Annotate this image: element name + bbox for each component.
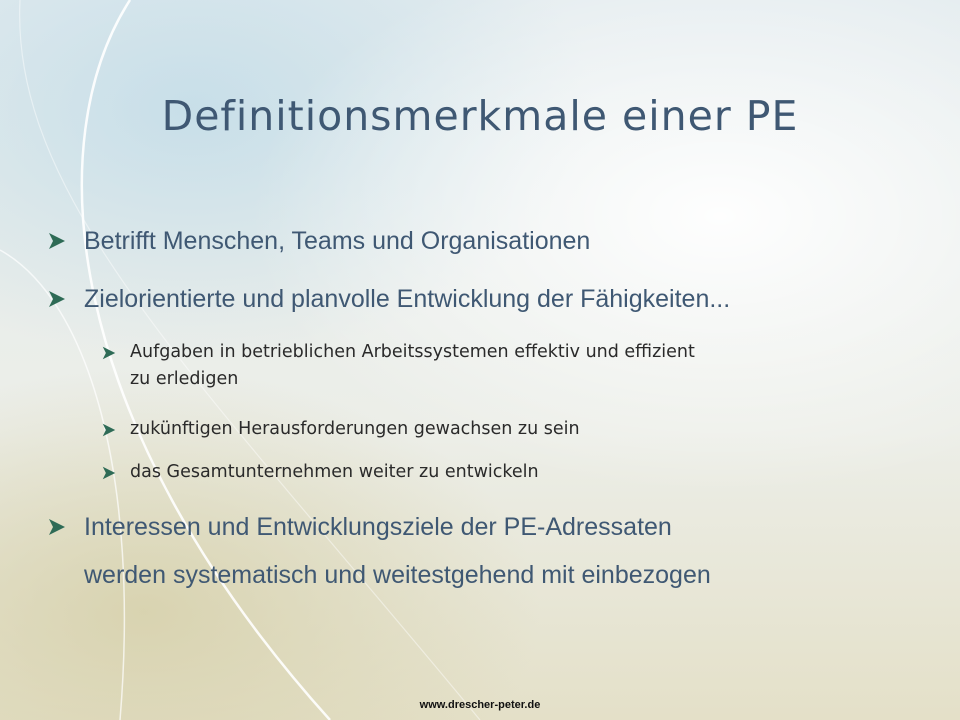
bullet-item <box>48 280 730 318</box>
arrow-bullet-icon <box>48 508 84 536</box>
bullet-line: Interessen und Entwicklungsziele der PE-Adressaten <box>84 513 672 541</box>
arrow-bullet-icon <box>102 416 130 437</box>
arrow-bullet-icon <box>48 280 84 308</box>
sub-bullet-line: zu erledigen <box>130 369 239 389</box>
footer-url: www.drescher-peter.de <box>419 699 541 711</box>
arrow-bullet-icon <box>102 339 130 360</box>
sub-bullet-line: Aufgaben in betrieblichen Arbeitssystemen effektiv und effizient <box>130 342 695 362</box>
bullet-item <box>48 222 590 260</box>
sub-bullet-text <box>130 339 695 393</box>
bullet-text: Zielorientierte und planvolle Entwicklung der Fähigkeiten... <box>84 285 731 313</box>
sub-bullet-item <box>102 339 695 393</box>
bullet-item <box>48 508 711 604</box>
slide-title: Definitionsmerkmale einer PE <box>161 92 799 140</box>
arrow-bullet-icon <box>48 222 84 250</box>
sub-bullet-text: das Gesamtunternehmen weiter zu entwickeln <box>130 462 539 482</box>
sub-bullet-text: zukünftigen Herausforderungen gewachsen zu sein <box>130 419 580 439</box>
arrow-bullet-icon <box>102 459 130 480</box>
bullet-text: Betrifft Menschen, Teams und Organisationen <box>84 227 591 255</box>
sub-bullet-item <box>102 416 580 443</box>
bullet-text <box>84 503 711 599</box>
sub-bullet-item <box>102 459 539 486</box>
bullet-line: werden systematisch und weitestgehend mit einbezogen <box>84 561 711 589</box>
